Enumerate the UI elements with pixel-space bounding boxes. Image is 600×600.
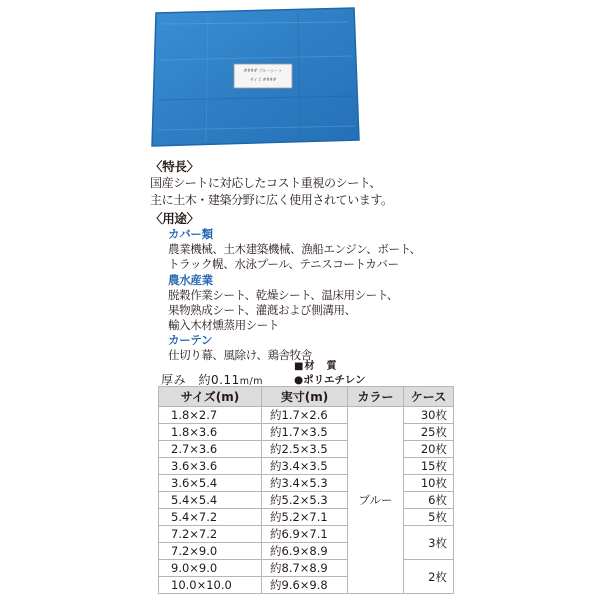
material-value: ●ポリエチレン [294, 374, 366, 386]
header-case: ケース [404, 387, 454, 407]
cell-dimension: 約8.7×8.9 [262, 560, 348, 577]
header-color: カラー [348, 387, 404, 407]
cell-case: 10枚 [404, 475, 454, 492]
features-line-1: 国産シートに対応したコスト重視のシート、 [150, 176, 381, 190]
table-row [159, 407, 454, 424]
cell-size: 9.0×9.0 [159, 560, 262, 577]
category-line: トラック幌、水泳プール、テニスコートカバー [168, 257, 399, 272]
cell-dimension: 約5.2×5.3 [262, 492, 348, 509]
cell-case: 20枚 [404, 441, 454, 458]
table-row [159, 441, 454, 458]
table-row [159, 492, 454, 509]
cell-dimension: 約9.6×9.8 [262, 577, 348, 594]
cell-size: 5.4×7.2 [159, 509, 262, 526]
cell-size: 1.8×3.6 [159, 424, 262, 441]
spec-table [158, 386, 454, 594]
cell-dimension: 約6.9×7.1 [262, 526, 348, 543]
category-title-agriculture: 農水産業 [168, 272, 213, 287]
cell-size: 10.0×10.0 [159, 577, 262, 594]
features-line-2: 主に土木・建築分野に広く使用されています。 [150, 193, 393, 207]
table-row [159, 526, 454, 543]
cell-size: 7.2×7.2 [159, 526, 262, 543]
cell-size: 2.7×3.6 [159, 441, 262, 458]
cell-size: 3.6×5.4 [159, 475, 262, 492]
cell-case: 25枚 [404, 424, 454, 441]
table-row [159, 509, 454, 526]
product-label-line2: サイズ #### [249, 77, 277, 82]
product-label [236, 66, 290, 84]
product-label-line1: #### ブルーシート [243, 68, 283, 73]
table-header-row [159, 387, 454, 407]
category-line: 農業機械、土木建築機械、漁船エンジン、ボート、 [168, 242, 421, 256]
cell-dimension: 約3.4×5.3 [262, 475, 348, 492]
cell-case: 3枚 [404, 526, 454, 560]
uses-heading: 〈用途〉 [150, 211, 199, 226]
thickness-value: 厚み 約0.11 [161, 373, 240, 387]
header-dimension: 実寸(m) [262, 387, 348, 407]
table-row [159, 560, 454, 577]
cell-dimension: 約1.7×3.5 [262, 424, 348, 441]
cell-size: 5.4×5.4 [159, 492, 262, 509]
cell-dimension: 約2.5×3.5 [262, 441, 348, 458]
cell-size: 7.2×9.0 [159, 543, 262, 560]
description-block [150, 158, 450, 364]
features-heading: 〈特長〉 [150, 159, 199, 174]
table-row [159, 458, 454, 475]
cell-dimension: 約3.4×3.5 [262, 458, 348, 475]
category-title-cover: カバー類 [168, 227, 213, 241]
category-line: 脱穀作業シート、乾燥シート、温床用シート、 [168, 287, 398, 302]
cell-dimension: 約1.7×2.6 [262, 407, 348, 424]
category-line: 仕切り幕、風除け、鶏舎牧舎 [168, 348, 312, 363]
category-title-curtain: カーテン [168, 333, 213, 348]
cell-case: 5枚 [404, 509, 454, 526]
table-row [159, 424, 454, 441]
cell-dimension: 約6.9×8.9 [262, 543, 348, 560]
material-label: ■材 質 [294, 361, 338, 372]
category-line: 輸入木材燻蒸用シート [168, 318, 279, 333]
cell-dimension: 約5.2×7.1 [262, 509, 348, 526]
cell-color: ブルー [348, 407, 404, 594]
cell-case: 15枚 [404, 458, 454, 475]
thickness-unit: m/m [239, 376, 263, 387]
header-size: サイズ(m) [159, 387, 262, 407]
cell-size: 3.6×3.6 [159, 458, 262, 475]
table-row [159, 475, 454, 492]
cell-case: 30枚 [404, 407, 454, 424]
cell-size: 1.8×2.7 [159, 407, 262, 424]
category-line: 果物熟成シート、灌漑および側溝用、 [168, 302, 356, 317]
cell-case: 2枚 [404, 560, 454, 594]
product-image [148, 4, 362, 150]
cell-case: 6枚 [404, 492, 454, 509]
